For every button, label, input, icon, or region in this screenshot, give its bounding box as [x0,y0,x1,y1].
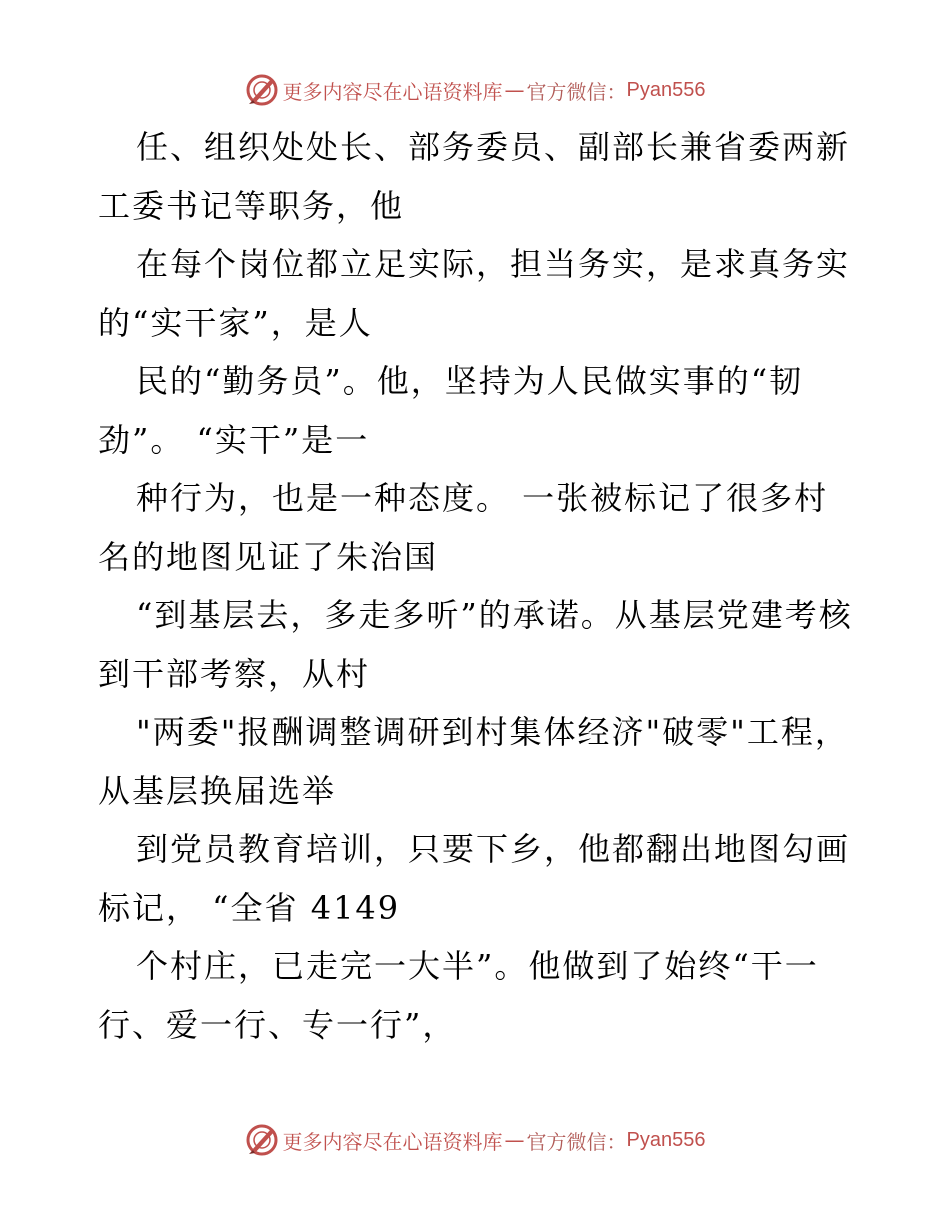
paragraph: 任、组织处处长、部务委员、副部长兼省委两新工委书记等职务，他 [98,128,851,225]
header-wechat-id: Pyan556 [626,78,706,101]
footer-dash: — [504,1128,525,1152]
header-banner [0,70,950,110]
paragraph: 种行为，也是一种态度。 一张被标记了很多村名的地图见证了朱治国 [98,479,829,576]
header-official-label: 官方微信： [526,79,627,104]
document-body [98,118,858,1054]
footer-banner [0,1120,950,1160]
paragraph: 到党员教育培训，只要下乡，他都翻出地图勾画标记， “全省 4149 [98,830,851,927]
paragraph: 在每个岗位都立足实际，担当务实，是求真务实的“实干家”，是人 [98,245,851,342]
header-lead-text: 更多内容尽在心语资料库 [282,79,503,104]
paragraph: 民的“勤务员”。他，坚持为人民做实事的“韧劲”。 “实干”是一 [98,362,804,459]
pen-logo-icon [245,1123,279,1157]
paragraph: “到基层去，多走多听”的承诺。从基层党建考核到干部考察，从村 [98,596,853,693]
footer-wechat-id: Pyan556 [626,1128,706,1151]
footer-lead-text: 更多内容尽在心语资料库 [282,1129,503,1154]
pen-logo-icon [245,73,279,107]
paragraph: 个村庄，已走完一大半”。他做到了始终“干一行、爱一行、专一行”， [98,947,819,1044]
paragraph: "两委"报酬调整调研到村集体经济"破零"工程，从基层换届选举 [98,713,849,810]
header-dash: — [504,78,525,102]
footer-official-label: 官方微信： [526,1129,627,1154]
